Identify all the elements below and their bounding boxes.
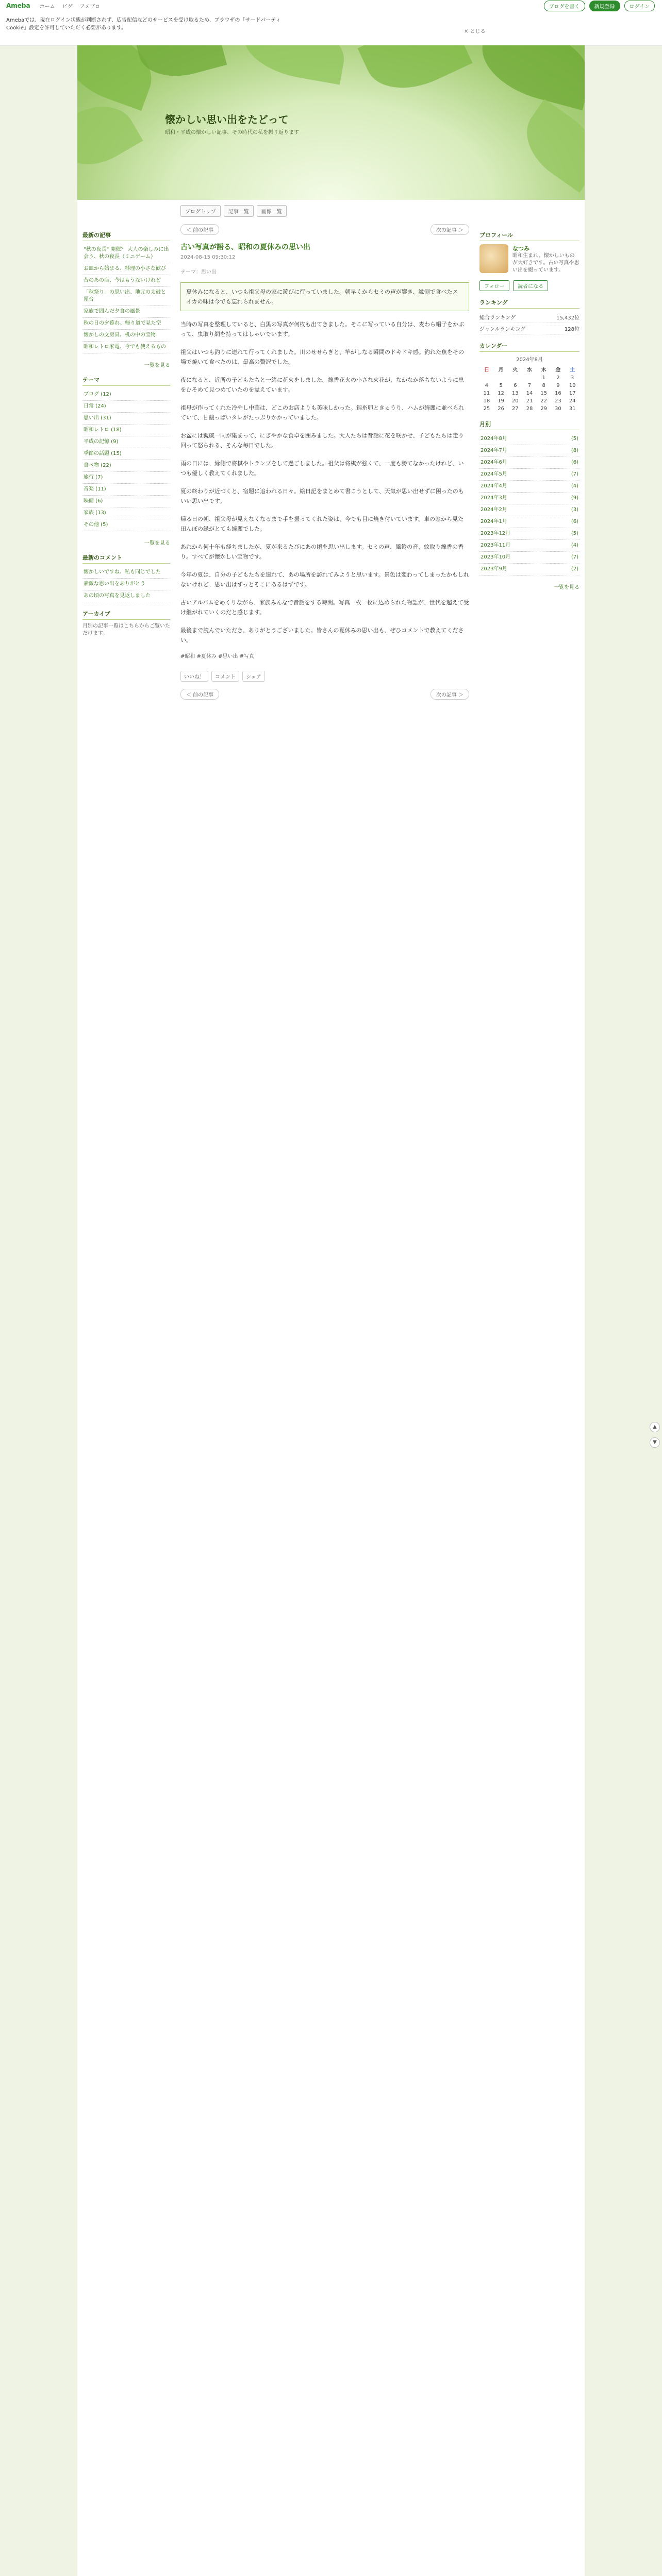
comment-item[interactable]: 懐かしいですね、私も同じでした (82, 567, 170, 579)
theme-item[interactable]: 旅行 (7) (82, 472, 170, 484)
recent-post-item[interactable]: 家族で囲んだ夕食の風景 (82, 306, 170, 318)
article-paragraph: お盆には親戚一同が集まって、にぎやかな食卓を囲みました。大人たちは昔話に花を咲かせ、子どもたちは走り回って怒られる、そんな毎日でした。 (180, 432, 464, 449)
recent-post-item[interactable]: 「秋祭り」の思い出、地元の太鼓と屋台 (82, 287, 170, 306)
next-article-link[interactable]: 次の記事 ＞ (431, 689, 469, 700)
theme-item[interactable]: 音楽 (11) (82, 484, 170, 496)
calendar-day[interactable]: 2 (556, 375, 560, 381)
profile-name[interactable]: なつみ (512, 245, 529, 252)
archive-month: 2023年12月 (481, 531, 511, 536)
blog-title[interactable]: 懐かしい思い出をたどって (165, 113, 289, 126)
calendar-title: カレンダー (479, 342, 580, 352)
arrow-up-icon: ▲ (653, 1424, 657, 1430)
close-icon: ✕ (464, 29, 470, 35)
calendar-day[interactable]: 10 (569, 383, 576, 388)
article-paragraph: 雨の日には、縁側で将棋やトランプをして過ごしました。祖父は将棋が強くて、一度も勝てなかったけれど、いつも優しく教えてくれました。 (180, 460, 464, 477)
archive-month: 2023年11月 (481, 543, 511, 548)
next-article-link[interactable]: 次の記事 ＞ (431, 224, 469, 235)
archive-item[interactable] (479, 516, 580, 528)
ranking-value: 128位 (564, 327, 580, 332)
calendar-day[interactable]: 21 (526, 398, 533, 404)
calendar-day (522, 374, 537, 382)
archive-count: (4) (571, 543, 578, 548)
calendar-day[interactable]: 20 (511, 398, 519, 404)
blog-top-button[interactable]: ブログトップ (180, 205, 221, 217)
article-pager-bottom (180, 689, 469, 700)
scroll-down-button[interactable] (650, 1437, 660, 1448)
ranking-title: ランキング (479, 298, 580, 309)
archive-month: 2024年4月 (481, 483, 507, 489)
article-tags[interactable]: #昭和 #夏休み #思い出 #写真 (180, 654, 255, 659)
article-paragraph: 今年の夏は、自分の子どもたちを連れて、あの場所を訪れてみようと思います。景色は変わってしまったかもしれないけれど、思い出はずっとそこにあるはずです。 (180, 571, 469, 588)
theme-item[interactable]: 季節の話題 (15) (82, 448, 170, 460)
main-content (180, 205, 469, 705)
article-paragraph: 祖母が作ってくれた冷やし中華は、どこのお店よりも美味しかった。錦糸卵ときゅうり、ハムが綺麗に並べられていて、甘酸っぱいタレがたっぷりかかっていました。 (180, 404, 464, 421)
archive-month: 2024年7月 (481, 448, 507, 453)
archive-count: (6) (571, 460, 578, 465)
notice-close-button[interactable] (464, 27, 486, 35)
archive-count: (4) (571, 483, 578, 489)
article-paragraph: あれから何十年も経ちましたが、夏が来るたびにあの頃を思い出します。セミの声、風鈴の音、蚊取り線香の香り。すべてが懐かしい宝物です。 (180, 544, 464, 560)
calendar (479, 364, 580, 413)
article-paragraph: 夏の終わりが近づくと、宿題に追われる日々。絵日記をまとめて書こうとして、天気が思い出せずに困ったのもいい思い出です。 (180, 488, 464, 504)
calendar-day (479, 374, 494, 382)
leaf-decoration (238, 45, 350, 85)
archive-info-text: 月別の記事一覧はこちらからご覧いただけます。 (82, 623, 170, 636)
recent-post-item[interactable]: 秋の日の夕暮れ、帰り道で見た空 (82, 318, 170, 330)
write-blog-button[interactable]: ブログを書く (544, 1, 585, 11)
nav-pigg[interactable]: ピグ (62, 4, 73, 10)
archive-item[interactable] (479, 445, 580, 457)
calendar-day (508, 374, 522, 382)
ranking-label: 総合ランキング (479, 315, 516, 321)
notice-close-label: とじる (470, 29, 486, 35)
login-button[interactable]: ログイン (624, 1, 655, 11)
archive-item[interactable] (479, 552, 580, 564)
top-nav (40, 2, 100, 10)
profile-title: プロフィール (479, 231, 580, 241)
themes-more-link[interactable]: 一覧を見る (144, 540, 170, 546)
calendar-day (494, 374, 508, 382)
follow-button[interactable]: フォロー (479, 280, 509, 291)
calendar-day[interactable]: 26 (498, 406, 504, 412)
right-sidebar (479, 231, 580, 598)
profile-actions (479, 280, 580, 291)
calendar-day[interactable]: 12 (498, 391, 504, 396)
leaf-decoration (358, 45, 473, 105)
archive-title: 月別 (479, 420, 580, 430)
recent-posts-list (82, 244, 170, 353)
archive-month: 2024年1月 (481, 519, 507, 524)
comment-item[interactable]: 素敵な思い出をありがとう (82, 579, 170, 590)
calendar-day[interactable]: 24 (569, 398, 576, 404)
like-button[interactable]: いいね！ (180, 671, 208, 682)
archive-count: (2) (571, 566, 578, 572)
article-paragraph: 最後まで読んでいただき、ありがとうございました。皆さんの夏休みの思い出も、ぜひコメントで教えてください。 (180, 627, 464, 643)
recent-post-item[interactable]: "秋の夜長" 開催？ 大人の楽しみに出会う、秋の夜長（ミニゲーム） (82, 244, 170, 263)
archive-item[interactable] (479, 504, 580, 516)
archive-info-title: アーカイブ (82, 609, 170, 620)
article-paragraph: 当時の写真を整理していると、白黒の写真が何枚も出てきました。そこに写っている自分は、麦わら帽子をかぶって、虫取り網を持ってはしゃいでいます。 (180, 321, 464, 337)
prev-article-link[interactable]: ＜ 前の記事 (180, 224, 219, 235)
archive-month: 2024年8月 (481, 436, 507, 442)
calendar-day[interactable]: 8 (542, 383, 545, 388)
archive-month: 2024年2月 (481, 507, 507, 513)
left-sidebar (82, 231, 170, 637)
cookie-notice (0, 11, 662, 46)
reader-button[interactable]: 読者になる (513, 280, 548, 291)
prev-article-link[interactable]: ＜ 前の記事 (180, 689, 219, 700)
leaf-decoration (512, 99, 585, 193)
themes-title: テーマ (82, 376, 170, 386)
article-theme[interactable]: テーマ：思い出 (180, 269, 217, 275)
calendar-weekday: 火 (512, 367, 518, 373)
ranking-value: 15,432位 (556, 315, 580, 321)
calendar-day[interactable]: 30 (555, 406, 561, 412)
article-paragraph: 帰る日の朝、祖父母が見えなくなるまで手を振ってくれた姿は、今でも目に焼き付いています。車の窓から見た田んぼの緑がとても綺麗でした。 (180, 516, 464, 532)
theme-item[interactable]: その他 (5) (82, 519, 170, 531)
calendar-day[interactable]: 9 (556, 383, 560, 388)
archive-item[interactable] (479, 564, 580, 575)
archive-more-link[interactable]: 一覧を見る (554, 585, 580, 590)
calendar-weekday: 土 (570, 367, 575, 373)
calendar-day[interactable]: 17 (569, 391, 576, 396)
calendar-weekday: 月 (498, 367, 504, 373)
archive-count: (7) (571, 471, 578, 477)
theme-item[interactable]: 映画 (6) (82, 496, 170, 507)
blog-header (77, 45, 585, 200)
archive-item[interactable] (479, 457, 580, 469)
theme-item[interactable]: 思い出 (31) (82, 413, 170, 425)
theme-item[interactable]: 昭和レトロ (18) (82, 425, 170, 436)
comments-title: 最新のコメント (82, 553, 170, 564)
themes-list (82, 389, 170, 531)
top-bar-actions (544, 1, 655, 11)
calendar-day[interactable]: 25 (483, 406, 490, 412)
theme-item[interactable]: 家族 (13) (82, 507, 170, 519)
article-paragraph: 夜になると、近所の子どもたちと一緒に花火をしました。線香花火の小さな火花が、なかなか落ちないように息をひそめて見つめていたのを覚えています。 (180, 377, 464, 393)
calendar-day[interactable]: 31 (569, 406, 576, 412)
archive-month: 2024年3月 (481, 495, 507, 501)
nav-ameblo[interactable]: アメブロ (79, 4, 101, 10)
archive-month: 2024年6月 (481, 460, 507, 465)
recent-posts-title: 最新の記事 (82, 231, 170, 241)
page-body (77, 200, 585, 2576)
profile-box (479, 244, 580, 276)
recent-posts-more-link[interactable]: 一覧を見る (144, 363, 170, 368)
calendar-day[interactable]: 6 (514, 383, 517, 388)
article-date: 2024-08-15 09:30:12 (180, 255, 236, 260)
signup-button[interactable]: 新規登録 (589, 1, 620, 11)
article (180, 242, 469, 682)
calendar-day[interactable]: 4 (485, 383, 489, 388)
calendar-day[interactable]: 14 (526, 391, 533, 396)
ameba-logo[interactable]: Ameba (6, 2, 30, 9)
calendar-weekday: 木 (541, 367, 547, 373)
archive-count: (5) (571, 436, 578, 442)
calendar-day[interactable]: 7 (527, 383, 532, 388)
theme-item[interactable]: 日常 (24) (82, 401, 170, 413)
archive-item[interactable] (479, 493, 580, 504)
calendar-weekday: 日 (484, 367, 489, 373)
theme-item[interactable]: ブログ (12) (82, 389, 170, 401)
scroll-up-button[interactable] (650, 1422, 660, 1432)
ranking-label: ジャンルランキング (479, 327, 526, 332)
calendar-day[interactable]: 27 (511, 406, 519, 412)
ranking-row[interactable] (479, 312, 580, 323)
cookie-notice-text: Amebaでは、現在ログイン状態が判断されず、広告配信などのサービスを受け取るため、ブラウザの「サードパーティCookie」設定を許可していただく必要があります。 (6, 18, 281, 31)
leaf-decoration (473, 45, 585, 110)
archive-month: 2023年9月 (481, 566, 507, 572)
calendar-weekday: 水 (526, 367, 532, 373)
archive-item[interactable] (479, 469, 580, 481)
archive-item[interactable] (479, 433, 580, 445)
calendar-day[interactable]: 3 (570, 375, 574, 381)
blog-subtitle: 昭和・平成の懐かしい記事、その時代の私を振り返ります (165, 130, 299, 135)
article-lead: 夏休みになると、いつも祖父母の家に遊びに行っていました。朝早くからセミの声が響き、縁側で食べたスイカの味は今でも忘れられません。 (180, 282, 469, 311)
profile-text: 昭和生まれ。懐かしいものが大好きです。古い写真や思い出を綴っています。 (512, 253, 580, 273)
arrow-down-icon: ▼ (653, 1439, 657, 1445)
recent-post-item[interactable]: お皿から始まる、料理の小さな歓び (82, 263, 170, 275)
calendar-day[interactable]: 28 (526, 406, 533, 412)
comments-list (82, 567, 170, 602)
nav-home[interactable]: ホーム (39, 4, 55, 10)
calendar-day[interactable]: 11 (483, 391, 490, 396)
share-button[interactable]: シェア (242, 671, 265, 682)
share-bar (180, 671, 469, 682)
archive-count: (7) (571, 554, 578, 560)
article-list-button[interactable]: 記事一覧 (224, 205, 254, 217)
article-title[interactable]: 古い写真が語る、昭和の夏休みの思い出 (180, 243, 310, 251)
archive-count: (5) (571, 531, 578, 536)
comment-button[interactable]: コメント (211, 671, 239, 682)
archive-count: (8) (571, 448, 578, 453)
image-list-button[interactable]: 画像一覧 (257, 205, 287, 217)
ranking-list (479, 312, 580, 334)
calendar-day[interactable]: 19 (498, 398, 504, 404)
calendar-weekday: 金 (555, 367, 561, 373)
calendar-day[interactable]: 13 (511, 391, 519, 396)
recent-post-item[interactable]: 懐かしの文房具、机の中の宝物 (82, 330, 170, 342)
calendar-day[interactable]: 1 (542, 375, 545, 381)
archive-count: (6) (571, 519, 578, 524)
calendar-day[interactable]: 15 (540, 391, 548, 396)
archive-item[interactable] (479, 481, 580, 493)
theme-item[interactable]: 食べ物 (22) (82, 460, 170, 472)
calendar-day[interactable]: 29 (540, 406, 548, 412)
recent-post-item[interactable]: 昔のあの店、今はもうないけれど (82, 275, 170, 287)
calendar-day[interactable]: 5 (499, 383, 503, 388)
calendar-month: 2024年8月 (516, 357, 543, 363)
article-pager-top (180, 224, 469, 235)
recent-post-item[interactable]: 昭和レトロ家電、今でも使えるもの (82, 342, 170, 353)
archive-count: (9) (571, 495, 578, 501)
blog-toolbar (180, 205, 469, 217)
calendar-day[interactable]: 18 (483, 398, 490, 404)
avatar[interactable] (479, 244, 508, 273)
theme-item[interactable]: 平成の記憶 (9) (82, 436, 170, 448)
archive-item[interactable] (479, 540, 580, 552)
article-paragraph: 祖父はいつも釣りに連れて行ってくれました。川のせせらぎと、竿がしなる瞬間のドキドキ感。釣れた魚をその場で焼いて食べたのは、最高の贅沢でした。 (180, 349, 464, 365)
archive-month: 2024年5月 (481, 471, 507, 477)
calendar-day[interactable]: 16 (555, 391, 561, 396)
archive-item[interactable] (479, 528, 580, 540)
comment-item[interactable]: あの頃の写真を見返しました (82, 590, 170, 602)
archive-list (479, 433, 580, 575)
ranking-row[interactable] (479, 323, 580, 334)
calendar-day[interactable]: 22 (540, 398, 548, 404)
top-bar (0, 0, 662, 12)
archive-count: (3) (571, 507, 578, 513)
article-paragraph: 古いアルバムをめくりながら、家族みんなで昔話をする時間。写真一枚一枚に込められた物語が、世代を超えて受け継がれていくのだと感じます。 (180, 599, 469, 616)
archive-month: 2023年10月 (481, 554, 511, 560)
calendar-day[interactable]: 23 (555, 398, 561, 404)
